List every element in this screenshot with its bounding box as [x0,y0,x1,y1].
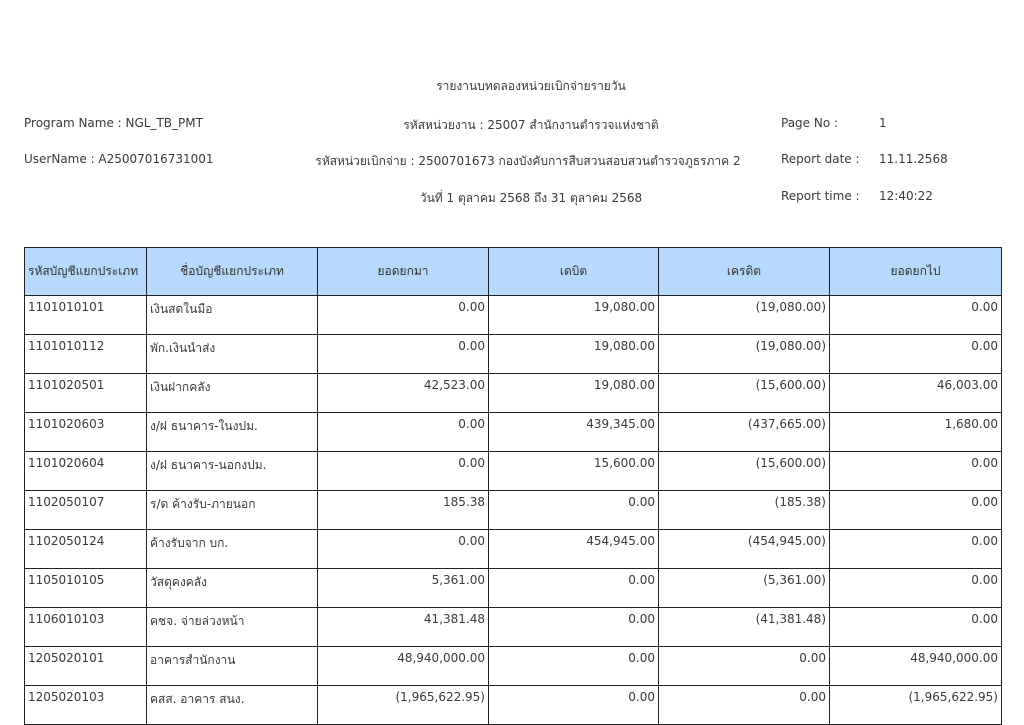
account-code-cell: 1101020501 [25,374,147,413]
table-row [25,491,1002,530]
opening-balance-cell: 42,523.00 [318,374,489,413]
account-code-cell: 1102050107 [25,491,147,530]
opening-balance-cell: 5,361.00 [318,569,489,608]
disbursement-unit-code: รหัสหน่วยเบิกจ่าย : 2500701673 กองบังคับการสืบสวนสอบสวนตำรวจภูธรภาค 2 [315,154,741,168]
opening-balance-cell: 0.00 [318,335,489,374]
credit-cell: (15,600.00) [659,374,830,413]
report-title: รายงานบทดลองหน่วยเบิกจ่ายรายวัน [436,79,626,93]
debit-cell: 0.00 [489,569,659,608]
column-header-credit: เครดิต [659,248,830,296]
closing-balance-cell: 0.00 [830,296,1002,335]
table-row [25,569,1002,608]
account-code-cell: 1105010105 [25,569,147,608]
report-time-label: Report time : [781,189,860,203]
closing-balance-cell: 0.00 [830,608,1002,647]
debit-cell: 19,080.00 [489,296,659,335]
opening-balance-cell: 0.00 [318,413,489,452]
debit-cell: 454,945.00 [489,530,659,569]
closing-balance-cell: 1,680.00 [830,413,1002,452]
credit-cell: (454,945.00) [659,530,830,569]
closing-balance-cell: 0.00 [830,491,1002,530]
table-row [25,296,1002,335]
credit-cell: (437,665.00) [659,413,830,452]
table-row [25,374,1002,413]
page-no-value: 1 [879,116,887,130]
account-code-cell: 1102050124 [25,530,147,569]
opening-balance-cell: 0.00 [318,296,489,335]
report-date-value: 11.11.2568 [879,152,948,166]
opening-balance-cell: (1,965,622.95) [318,686,489,725]
program-name: Program Name : NGL_TB_PMT [24,116,203,130]
closing-balance-cell: 0.00 [830,530,1002,569]
report-time-value: 12:40:22 [879,189,933,203]
report-date-label: Report date : [781,152,860,166]
column-header-debit: เดบิต [489,248,659,296]
table-header-row [25,248,1002,296]
closing-balance-cell: 0.00 [830,569,1002,608]
credit-cell: (19,080.00) [659,335,830,374]
account-name-cell: ง/ฝ ธนาคาร-ในงปม. [147,413,318,452]
debit-cell: 0.00 [489,647,659,686]
column-header-account-code: รหัสบัญชีแยกประเภท [25,248,147,296]
opening-balance-cell: 41,381.48 [318,608,489,647]
page-no-label: Page No : [781,116,839,130]
debit-cell: 0.00 [489,491,659,530]
credit-cell: (41,381.48) [659,608,830,647]
account-code-cell: 1101020604 [25,452,147,491]
account-name-cell: เงินฝากคลัง [147,374,318,413]
table-row [25,686,1002,725]
account-name-cell: เงินสดในมือ [147,296,318,335]
account-code-cell: 1101010101 [25,296,147,335]
debit-cell: 439,345.00 [489,413,659,452]
account-code-cell: 1106010103 [25,608,147,647]
credit-cell: (19,080.00) [659,296,830,335]
table-row [25,647,1002,686]
column-header-closing-balance: ยอดยกไป [830,248,1002,296]
credit-cell: 0.00 [659,647,830,686]
table-row [25,452,1002,491]
debit-cell: 15,600.00 [489,452,659,491]
account-code-cell: 1101020603 [25,413,147,452]
opening-balance-cell: 185.38 [318,491,489,530]
account-name-cell: ร/ด ค้างรับ-ภายนอก [147,491,318,530]
table-row [25,608,1002,647]
debit-cell: 0.00 [489,608,659,647]
opening-balance-cell: 0.00 [318,452,489,491]
column-header-account-name: ชื่อบัญชีแยกประเภท [147,248,318,296]
table-row [25,530,1002,569]
trial-balance-table [24,247,1002,725]
table-row [25,413,1002,452]
account-code-cell: 1101010112 [25,335,147,374]
account-name-cell: ค้างรับจาก บก. [147,530,318,569]
agency-code: รหัสหน่วยงาน : 25007 สำนักงานตำรวจแห่งชาติ [403,118,659,132]
credit-cell: (15,600.00) [659,452,830,491]
closing-balance-cell: 0.00 [830,452,1002,491]
debit-cell: 0.00 [489,686,659,725]
account-name-cell: ง/ฝ ธนาคาร-นอกงปม. [147,452,318,491]
closing-balance-cell: 48,940,000.00 [830,647,1002,686]
credit-cell: 0.00 [659,686,830,725]
debit-cell: 19,080.00 [489,374,659,413]
table-row [25,335,1002,374]
account-code-cell: 1205020103 [25,686,147,725]
account-name-cell: อาคารสำนักงาน [147,647,318,686]
column-header-opening-balance: ยอดยกมา [318,248,489,296]
closing-balance-cell: 0.00 [830,335,1002,374]
account-name-cell: คชจ. จ่ายล่วงหน้า [147,608,318,647]
account-name-cell: พัก.เงินนำส่ง [147,335,318,374]
opening-balance-cell: 0.00 [318,530,489,569]
account-name-cell: วัสดุคงคลัง [147,569,318,608]
closing-balance-cell: (1,965,622.95) [830,686,1002,725]
date-range: วันที่ 1 ตุลาคม 2568 ถึง 31 ตุลาคม 2568 [419,191,643,205]
account-code-cell: 1205020101 [25,647,147,686]
account-name-cell: คสส. อาคาร สนง. [147,686,318,725]
user-name: UserName : A25007016731001 [24,152,214,166]
opening-balance-cell: 48,940,000.00 [318,647,489,686]
closing-balance-cell: 46,003.00 [830,374,1002,413]
credit-cell: (5,361.00) [659,569,830,608]
debit-cell: 19,080.00 [489,335,659,374]
credit-cell: (185.38) [659,491,830,530]
